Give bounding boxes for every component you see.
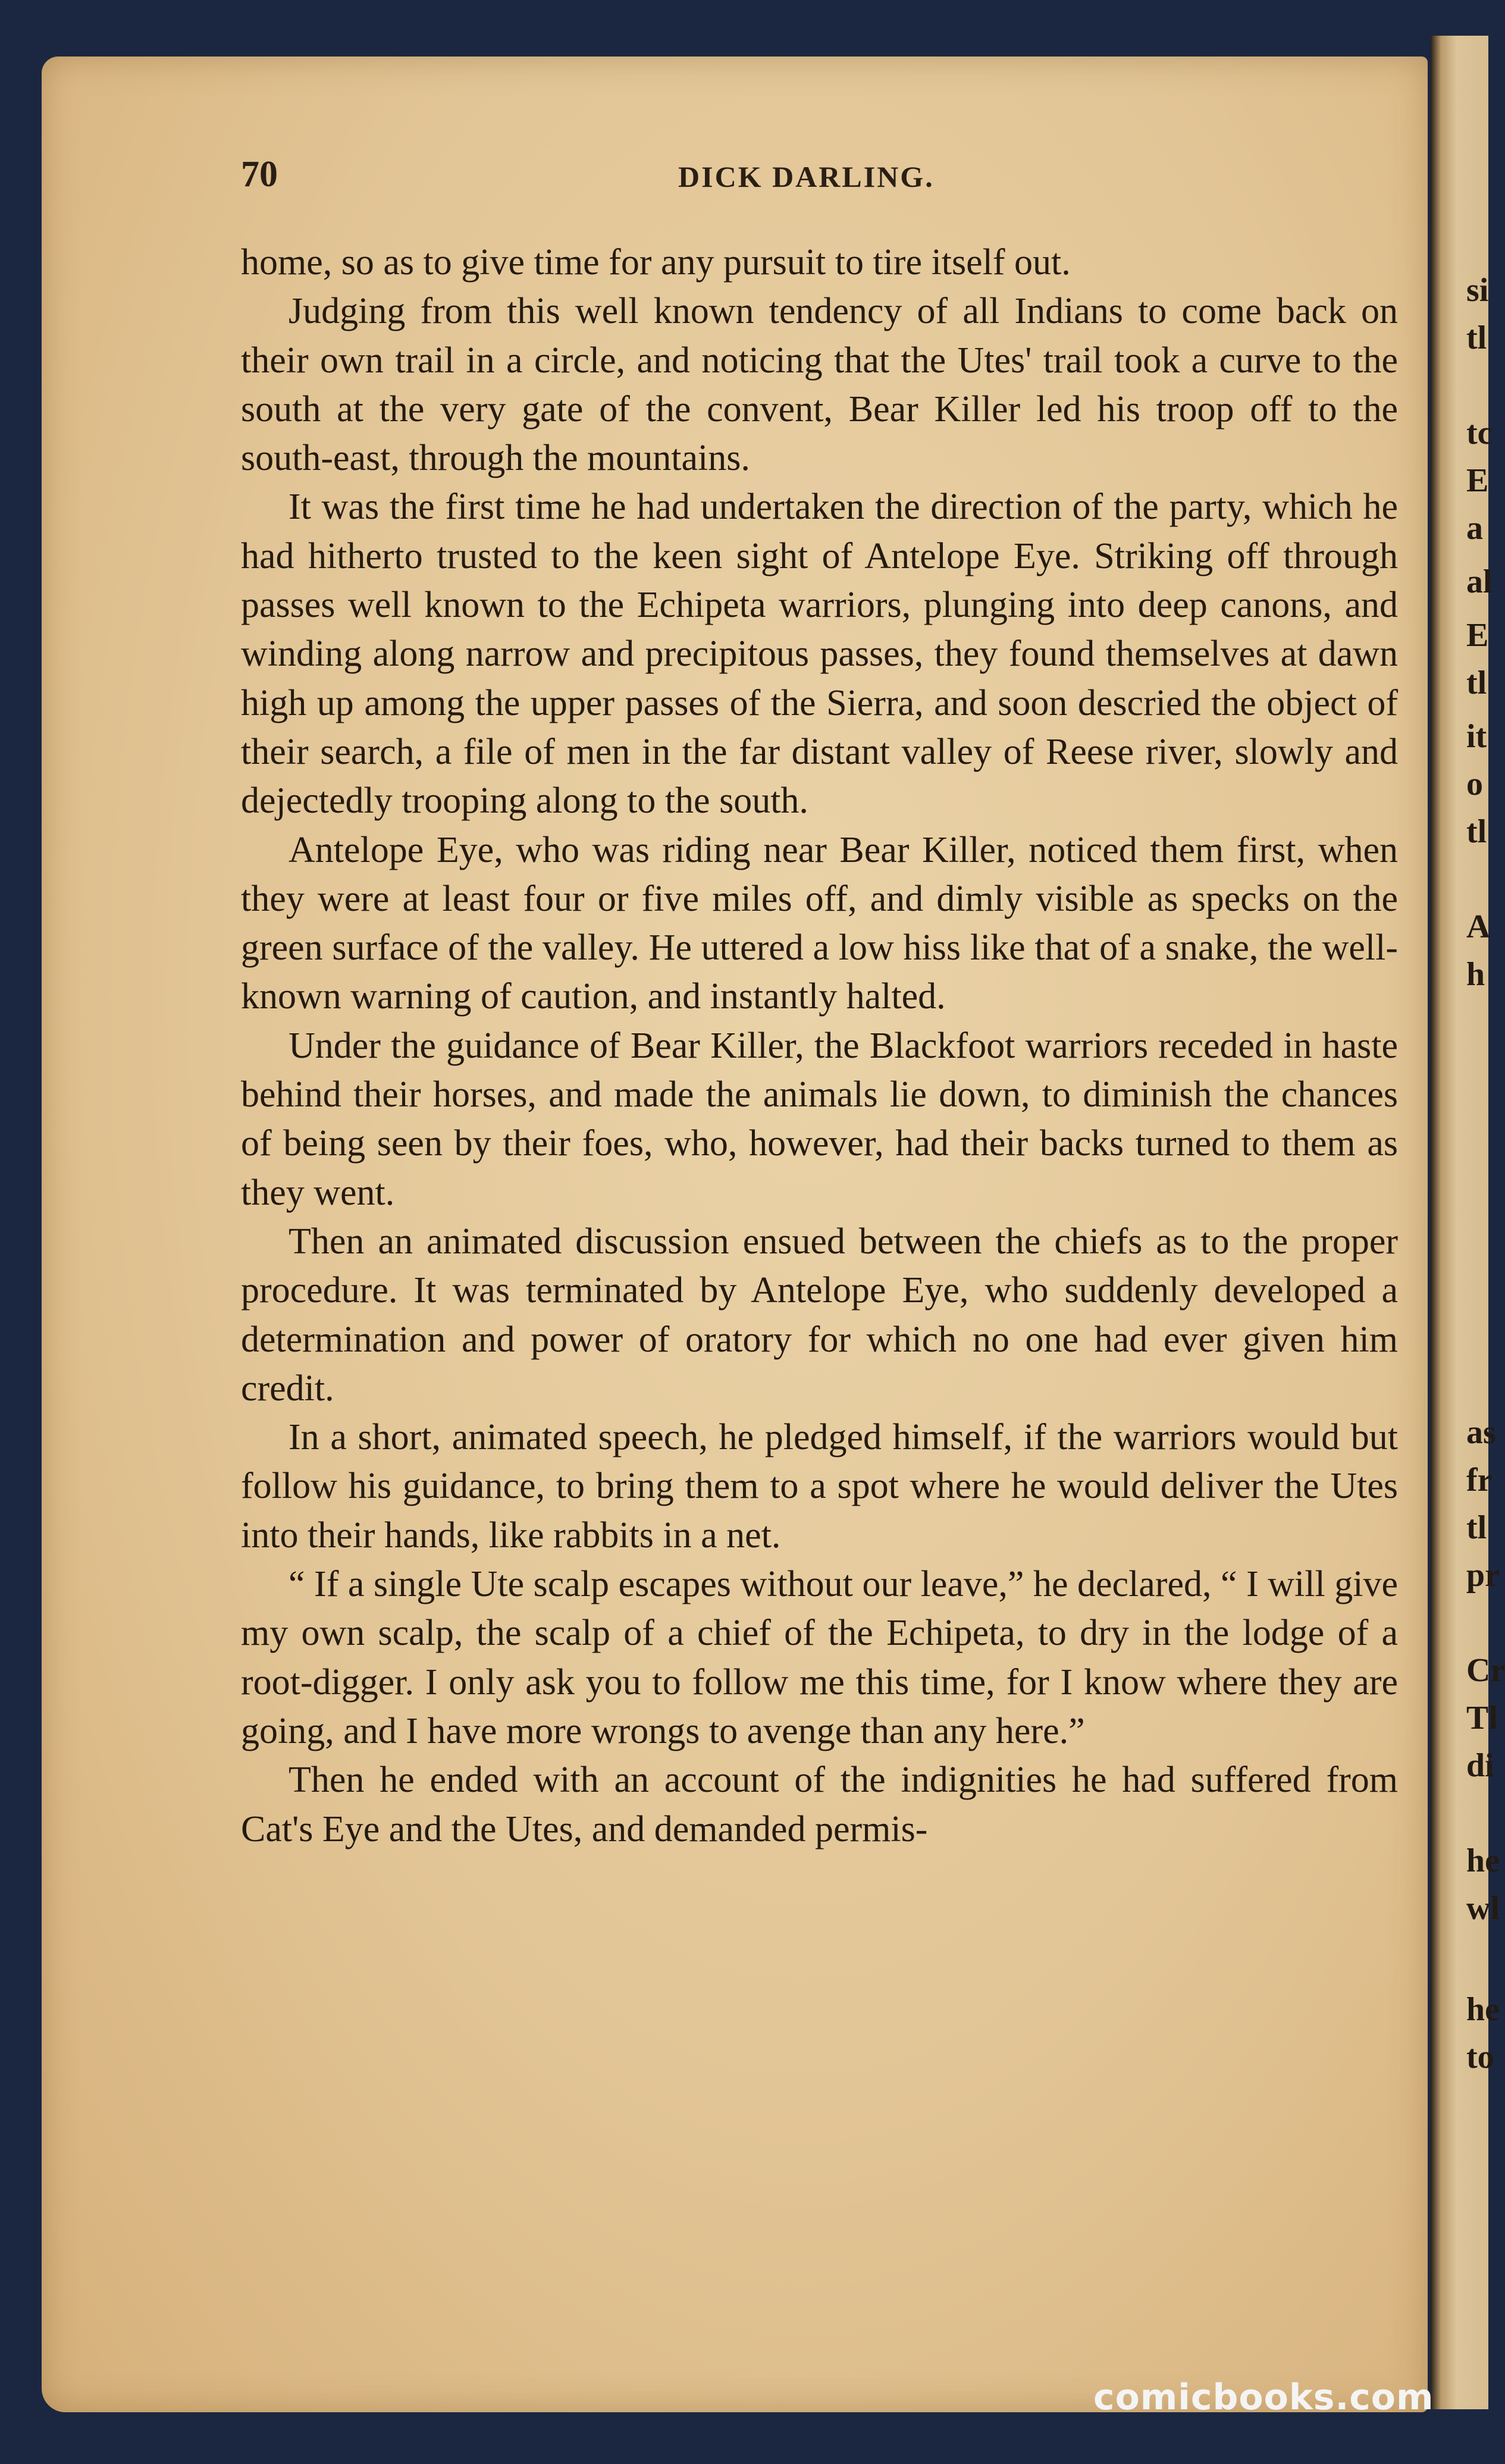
facing-page-fragment: h — [1466, 956, 1485, 993]
paragraph: It was the first time he had undertaken the direction of the party, which he had hitherto trusted to the keen sight of Antelope Eye. Striking off through passes well known to the Echipeta warriors, plunging into deep canons, and winding along narrow and precipitous passes, they found themselves at dawn high up among the upper passes of the Sierra, and soon descried the object of their search, a file of men in the far distant valley of Reese river, slowly and dejectedly trooping along to the south. — [241, 487, 1398, 822]
facing-page-fragment: tc — [1466, 415, 1493, 452]
paragraph: home, so as to give time for any pursuit to tire itself out. — [241, 242, 1071, 283]
facing-page-fragment: si — [1466, 272, 1489, 309]
page-number: 70 — [241, 154, 278, 195]
facing-page-fragment: di — [1466, 1747, 1494, 1784]
facing-page-fragment: it — [1466, 718, 1487, 755]
facing-page-fragment: he — [1466, 1991, 1500, 2028]
facing-page-fragment: wl — [1466, 1890, 1500, 1927]
facing-page-fragment: Cr — [1466, 1652, 1505, 1689]
facing-page-fragment: A — [1466, 908, 1491, 945]
watermark: comicbooks.com — [1093, 2377, 1434, 2418]
body-text — [241, 238, 1398, 1854]
paragraph: “ If a single Ute scalp escapes without our leave,” he declared, “ I will give my own scalp, the scalp of a chief of the Echipeta, to dry in the lodge of a root-digger. I only ask you to follow me this time, for I know where they are going, and I have more wrongs to avenge than any here.” — [241, 1564, 1398, 1751]
facing-page-fragment: Tl — [1466, 1700, 1498, 1736]
facing-page-fragment: E — [1466, 617, 1489, 654]
facing-page-fragment: tl — [1466, 1509, 1487, 1546]
facing-page-fragment: tl — [1466, 813, 1487, 850]
paragraph: In a short, animated speech, he pledged himself, if the warriors would but follow his guidance, to bring them to a spot where he would deliver the Utes into their hands, like rabbits in a net. — [241, 1417, 1398, 1556]
facing-page-fragment: tl — [1466, 664, 1487, 701]
paragraph: Antelope Eye, who was riding near Bear Killer, noticed them first, when they were at least four or five miles off, and dimly visible as specks on the green surface of the valley. He uttered a low hiss like that of a snake, the well-known warning of caution, and instantly halted. — [241, 829, 1398, 1017]
facing-page-fragment: pr — [1466, 1557, 1500, 1594]
paragraph: Judging from this well known tendency of all Indians to come back on their own trail in a circle, and noticing that the Utes' trail took a curve to the south at the very gate of the convent, Bear Killer led his troop off to the south-east, through the mountains. — [241, 291, 1398, 479]
facing-page-fragment: o — [1466, 766, 1483, 802]
paragraph: Then he ended with an account of the indignities he had suffered from Cat's Eye and the Utes, and demanded permis- — [241, 1760, 1398, 1849]
facing-page-fragment: a — [1466, 510, 1483, 547]
running-title: DICK DARLING. — [678, 160, 935, 193]
facing-page-edge — [1431, 36, 1505, 2409]
facing-page-fragment: E — [1466, 462, 1489, 499]
facing-page-fragment: fr — [1466, 1462, 1493, 1499]
facing-page-fragment: he — [1466, 1842, 1500, 1879]
paragraph: Under the guidance of Bear Killer, the Blackfoot warriors receded in haste behind their horses, and made the animals lie down, to diminish the chances of being seen by their foes, who, however, had their backs turned to them as they went. — [241, 1025, 1398, 1213]
facing-page-fragment: to — [1466, 2039, 1494, 2076]
facing-page-fragment: tl — [1466, 319, 1487, 356]
facing-page-fragment: al — [1466, 563, 1493, 600]
facing-page-fragment: as — [1466, 1414, 1496, 1451]
paragraph: Then an animated discussion ensued between the chiefs as to the proper procedure. It was terminated by Antelope Eye, who suddenly developed a determination and power of oratory for which no one had ever given him credit. — [241, 1221, 1398, 1409]
